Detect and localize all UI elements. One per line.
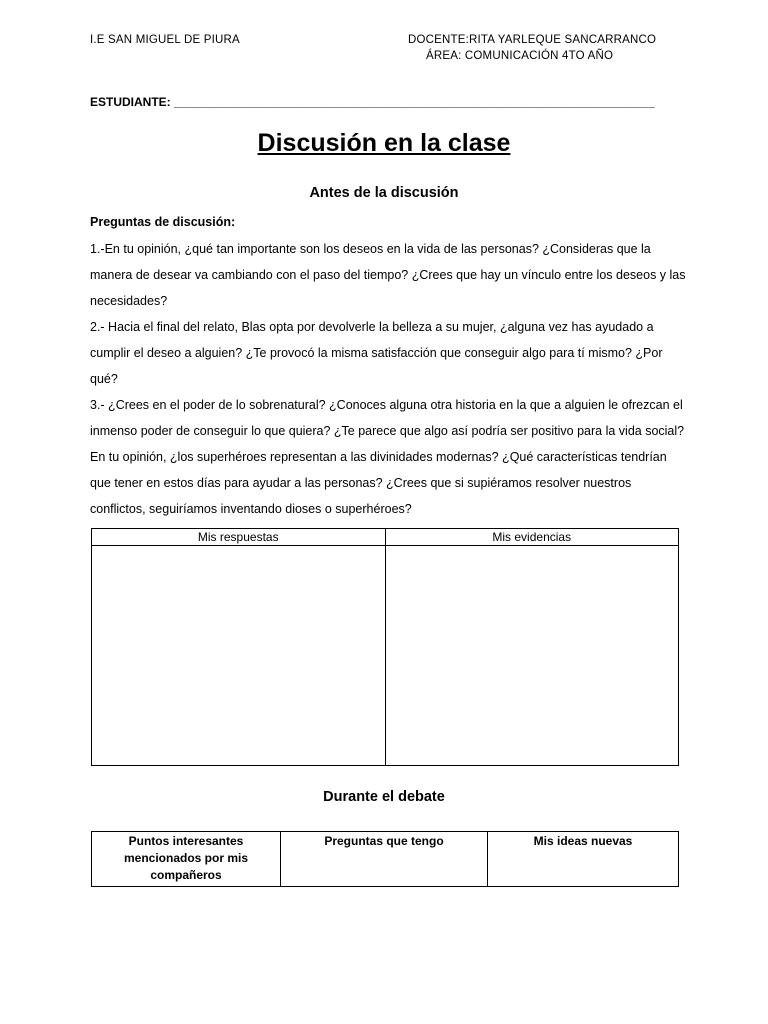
section-heading-before: Antes de la discusión bbox=[309, 185, 459, 201]
question-item: 1.-En tu opinión, ¿qué tan importante son los deseos en la vida de las personas? ¿Consideras que la manera de desear va cambiando con el paso del tiempo? ¿Crees que hay un vínculo entre los deseos y las necesidades? bbox=[90, 242, 686, 308]
answers-table bbox=[91, 528, 679, 766]
my-questions-header: Preguntas que tengo bbox=[281, 832, 488, 887]
new-ideas-header: Mis ideas nuevas bbox=[488, 832, 679, 887]
answers-column-header: Mis respuestas bbox=[92, 529, 386, 546]
page-title: Discusión en la clase bbox=[257, 129, 511, 157]
question-item: 3.- ¿Crees en el poder de lo sobrenatural? ¿Conoces alguna otra historia en la que a alguien le ofrezcan el inmenso poder de conseguir lo que quiera? ¿Te parece que algo así podría ser positivo para la vida social? En tu opinión, ¿los superhéroes representan a las divinidades modernas? ¿Qué características tendrían que tener en estos días para ayudar a las personas? ¿Crees que si supiéramos resolver nuestros conflictos, seguiríamos inventando dioses o superhéroes? bbox=[90, 398, 685, 516]
teacher-name: DOCENTE:RITA YARLEQUE SANCARRANCO bbox=[408, 34, 657, 46]
question-item: 2.- Hacia el final del relato, Blas opta por devolverle la belleza a su mujer, ¿alguna vez has ayudado a cumplir el deseo a alguien? ¿Te provocó la misma satisfacción que conseguir algo para tí mismo? ¿Por qué? bbox=[90, 320, 663, 386]
student-name-line: ESTUDIANTE: ________________________________________________________________________ bbox=[90, 95, 655, 109]
questions-label: Preguntas de discusión: bbox=[90, 215, 236, 229]
evidence-column-header: Mis evidencias bbox=[385, 529, 679, 546]
section-heading-during: Durante el debate bbox=[323, 789, 445, 805]
school-name: I.E SAN MIGUEL DE PIURA bbox=[90, 34, 240, 46]
questions-list bbox=[90, 236, 690, 522]
evidence-cell[interactable] bbox=[385, 546, 679, 766]
interesting-points-header: Puntos interesantes mencionados por mis compañeros bbox=[92, 832, 281, 887]
answers-cell[interactable] bbox=[92, 546, 386, 766]
debate-table bbox=[91, 831, 679, 887]
subject-area: ÁREA: COMUNICACIÓN 4TO AÑO bbox=[426, 50, 614, 62]
